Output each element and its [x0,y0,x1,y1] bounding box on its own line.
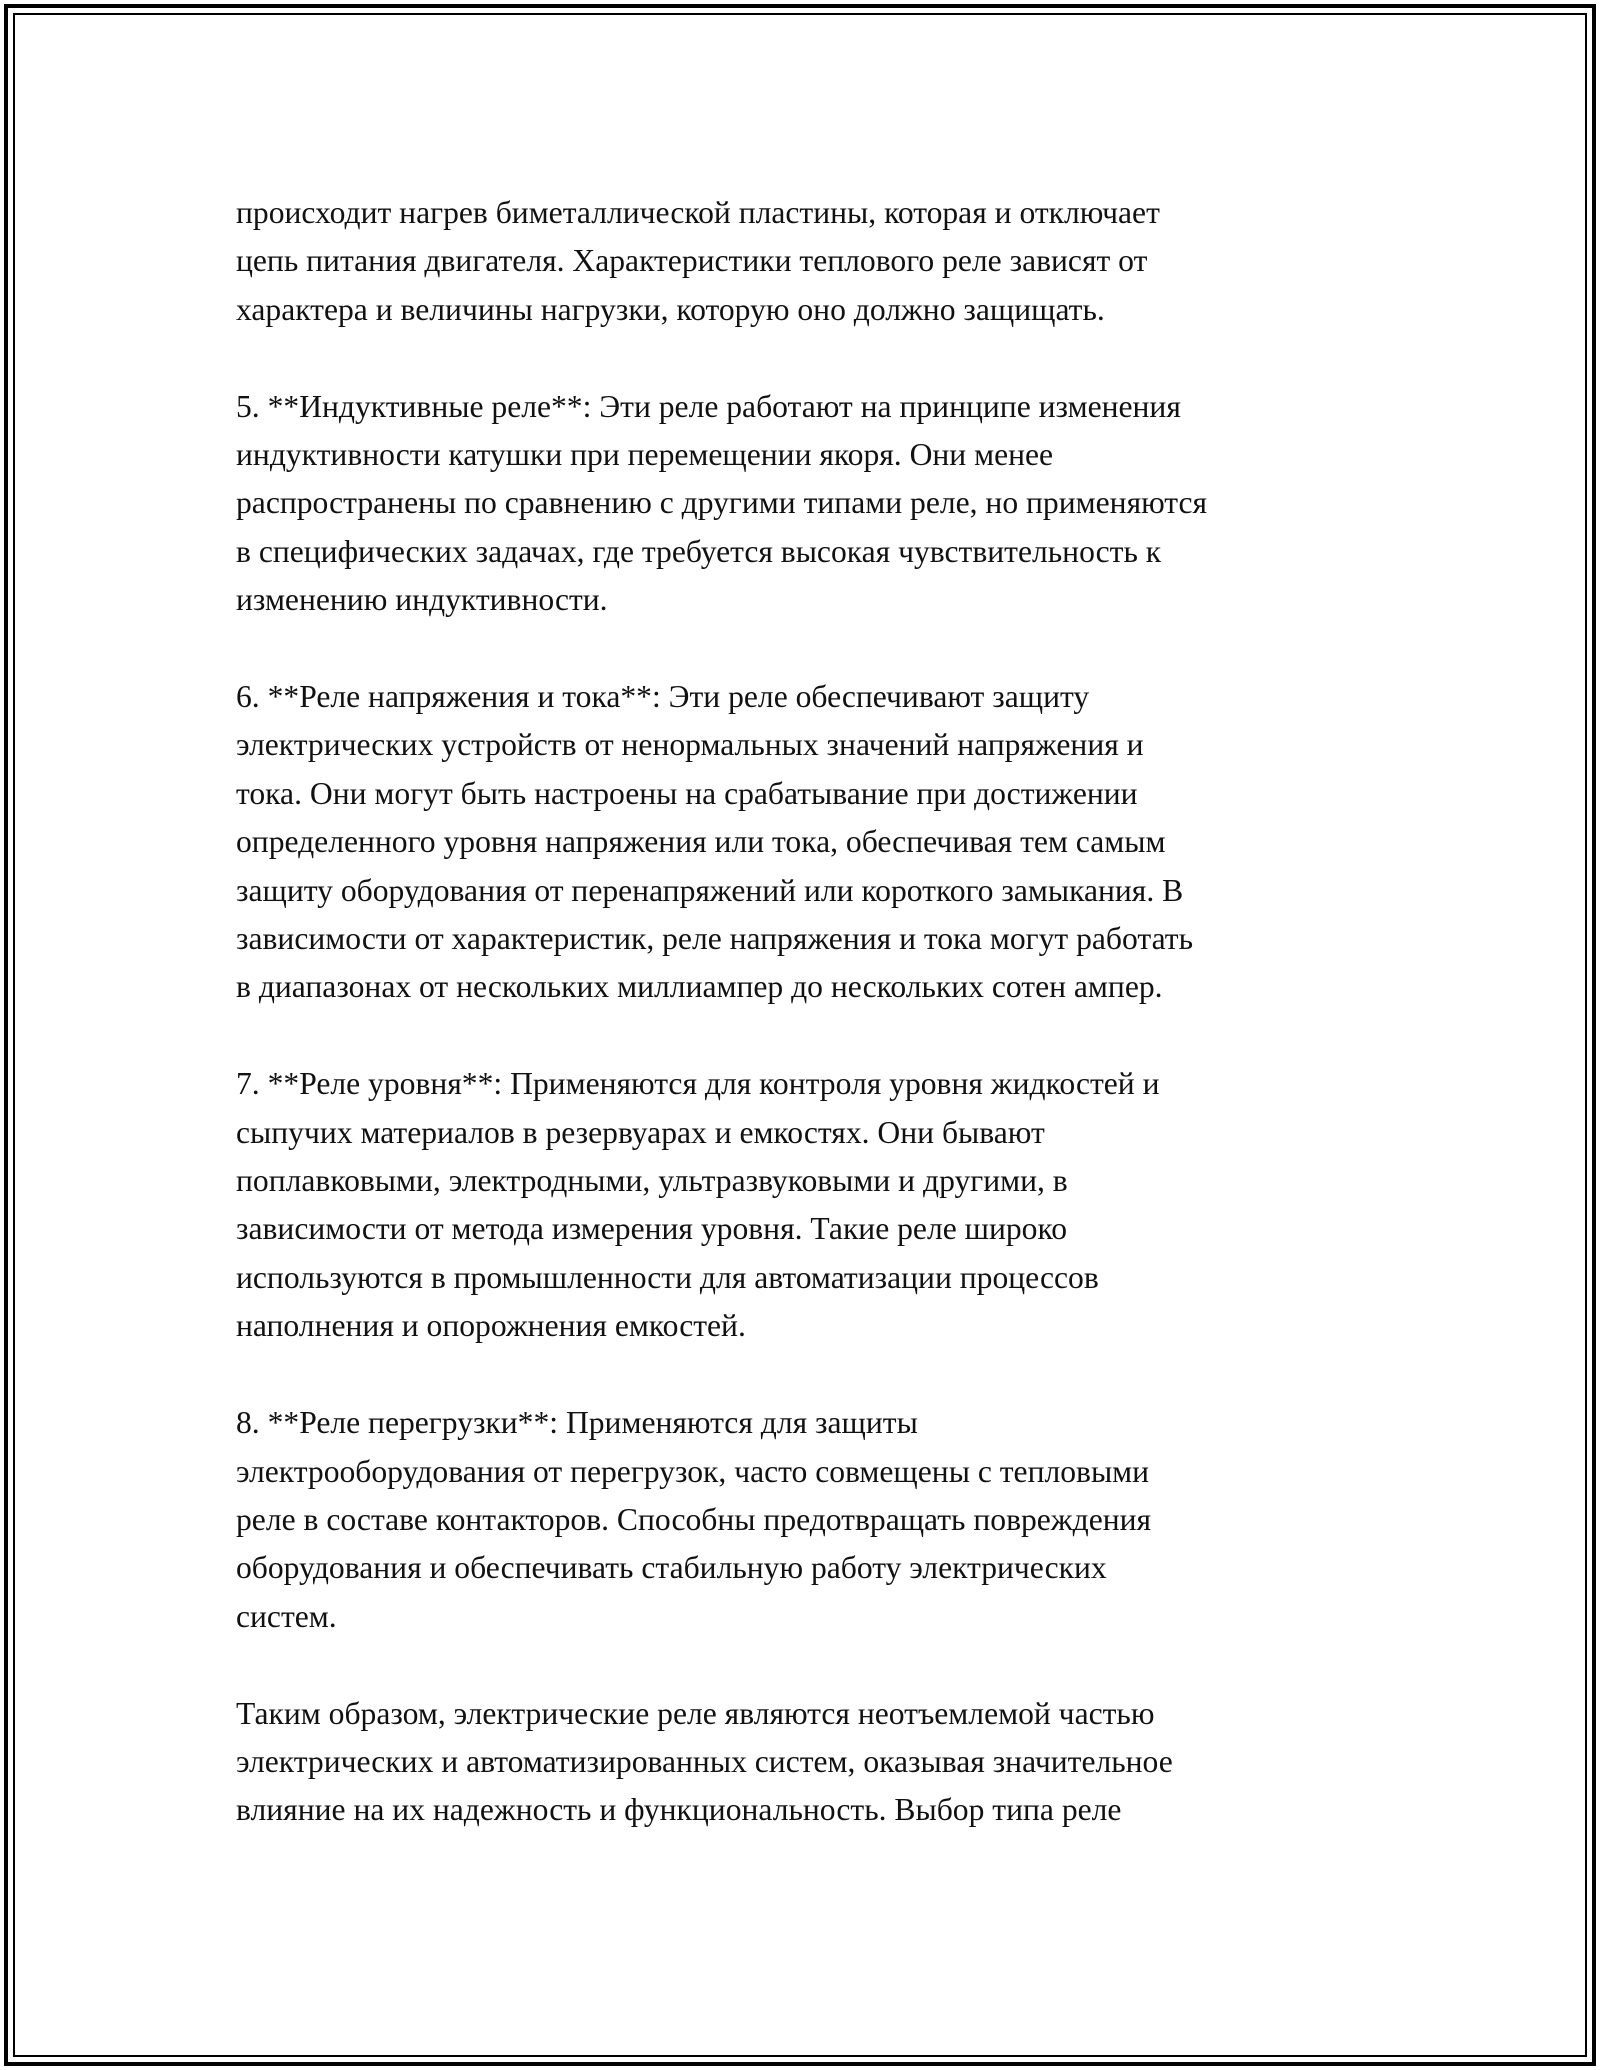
text-line: изменению индуктивности. [236,582,608,618]
text-line: 5. **Индуктивные реле**: Эти реле работают на принципе изменения [236,388,1181,424]
text-line: наполнения и опорожнения емкостей. [236,1308,746,1344]
text-line: распространены по сравнению с другими типами реле, но применяются [236,485,1208,521]
paragraph-level-relays [236,1060,1396,1350]
text-line: влияние на их надежность и функциональность. Выбор типа реле [236,1792,1122,1828]
text-line: цепь питания двигателя. Характеристики теплового реле зависят от [236,243,1148,279]
text-line: 8. **Реле перегрузки**: Применяются для защиты [236,1405,918,1441]
text-line: 6. **Реле напряжения и тока**: Эти реле обеспечивают защиту [236,679,1090,715]
text-line: оборудования и обеспечивать стабильную работу электрических [236,1550,1107,1586]
text-line: 7. **Реле уровня**: Применяются для контроля уровня жидкостей и [236,1066,1160,1102]
text-line: тока. Они могут быть настроены на срабатывание при достижении [236,775,1138,811]
paragraph-inductive-relays [236,383,1396,625]
text-line: определенного уровня напряжения или тока, обеспечивая тем самым [236,824,1166,860]
text-line: реле в составе контакторов. Способны предотвращать повреждения [236,1501,1152,1537]
text-line: зависимости от метода измерения уровня. Такие реле широко [236,1211,1068,1247]
paragraph-overload-relays [236,1399,1396,1641]
text-line: индуктивности катушки при перемещении якоря. Они менее [236,437,1054,473]
text-line: электрических устройств от ненормальных значений напряжения и [236,727,1144,763]
text-line: происходит нагрев биметаллической пластины, которая и отключает [236,195,1160,230]
text-line: электрических и автоматизированных систем, оказывая значительное [236,1743,1173,1779]
paragraph-conclusion [236,1690,1396,1835]
text-line: в специфических задачах, где требуется высокая чувствительность к [236,533,1162,569]
text-line: Таким образом, электрические реле являются неотъемлемой частью [236,1695,1155,1731]
text-line: характера и величины нагрузки, которую оно должно защищать. [236,291,1105,327]
text-line: систем. [236,1598,337,1634]
text-line: сыпучих материалов в резервуарах и емкостях. Они бывают [236,1114,1045,1150]
text-line: поплавковыми, электродными, ультразвуковыми и другими, в [236,1163,1068,1199]
text-line: зависимости от характеристик, реле напряжения и тока могут работать [236,921,1193,957]
text-line: защиту оборудования от перенапряжений или короткого замыкания. В [236,872,1184,908]
text-line: используются в промышленности для автоматизации процессов [236,1259,1099,1295]
paragraph-thermal-relay-continued [236,189,1396,334]
paragraph-voltage-current-relays [236,673,1396,1012]
text-line: в диапазонах от нескольких миллиампер до нескольких сотен ампер. [236,969,1163,1005]
document-body [236,189,1396,1883]
text-line: электрооборудования от перегрузок, часто совмещены с тепловыми [236,1453,1150,1489]
